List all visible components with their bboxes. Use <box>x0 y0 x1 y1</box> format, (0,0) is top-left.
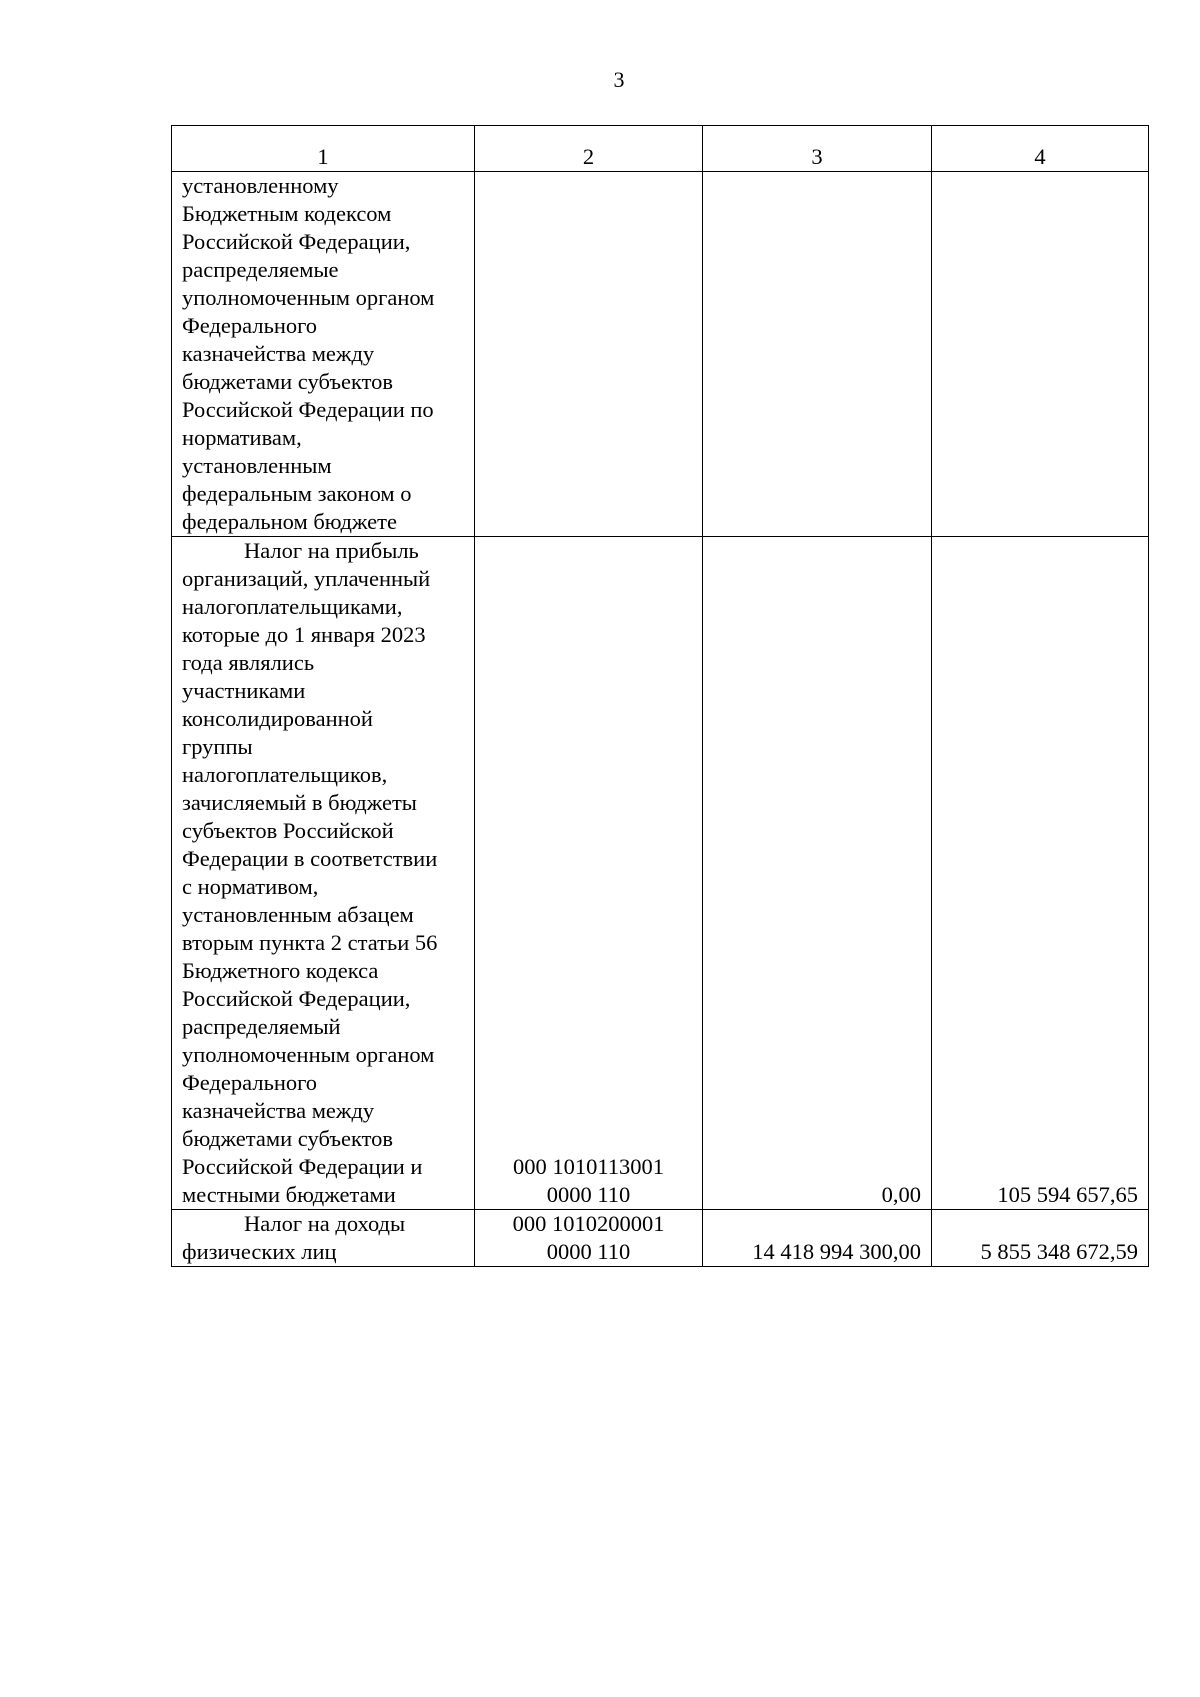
row-plan-cell <box>703 172 932 537</box>
row-name-cell: установленному Бюджетным кодексом Российской Федерации, распределяемые уполномоченным органом Федерального казначейства между бюджетами субъектов Российской Федерации по нормативам, установленным федеральным законом о федеральном бюджете <box>172 172 475 537</box>
row-name-cell: Налог на доходы физических лиц <box>172 1210 475 1267</box>
row-plan-cell: 14 418 994 300,00 <box>703 1210 932 1267</box>
table-row <box>172 537 1149 1210</box>
row-actual-cell: 105 594 657,65 <box>932 537 1149 1210</box>
row-code-cell: 000 1010113001 0000 110 <box>475 537 703 1210</box>
page-number: 3 <box>613 67 625 92</box>
row-code-cell: 000 1010200001 0000 110 <box>475 1210 703 1267</box>
revenue-table <box>171 125 1149 1267</box>
column-header-2: 2 <box>475 126 703 172</box>
row-actual-cell <box>932 172 1149 537</box>
row-name-cell: Налог на прибыль организаций, уплаченный налогоплательщиками, которые до 1 января 2023 года являлись участниками консолидированной группы налогоплательщиков, зачисляемый в бюджеты субъектов Российской Федерации в соответствии с нормативом, установленным абзацем вторым пункта 2 статьи 56 Бюджетного кодекса Российской Федерации, распределяемый уполномоченным органом Федерального казначейства между бюджетами субъектов Российской Федерации и местными бюджетами <box>172 537 475 1210</box>
table-header-row <box>172 126 1149 172</box>
column-header-1: 1 <box>172 126 475 172</box>
column-header-3: 3 <box>703 126 932 172</box>
row-actual-cell: 5 855 348 672,59 <box>932 1210 1149 1267</box>
column-header-4: 4 <box>932 126 1149 172</box>
table-row <box>172 1210 1149 1267</box>
row-code-cell <box>475 172 703 537</box>
table-row <box>172 172 1149 537</box>
row-plan-cell: 0,00 <box>703 537 932 1210</box>
